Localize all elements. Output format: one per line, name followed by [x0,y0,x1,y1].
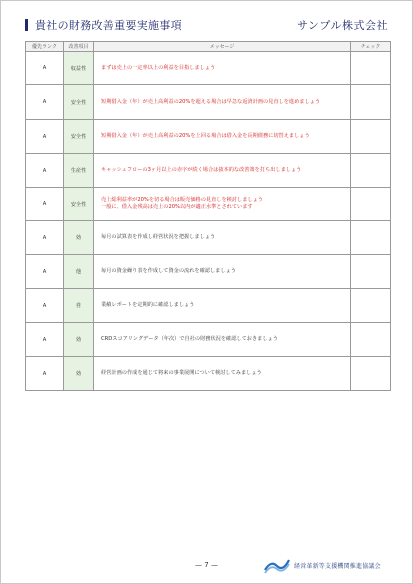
check-cell[interactable] [351,221,391,255]
priority-rank-cell: A [26,323,64,357]
table-row [26,323,391,357]
column-header-area: 改善項目 [64,42,94,52]
check-cell[interactable] [351,357,391,391]
page-title: 貴社の財務改善重要実施事項 [35,19,182,32]
check-cell[interactable] [351,85,391,120]
organization-name: 経営革新等支援機関推進協議会 [294,562,381,570]
priority-rank-cell: A [26,289,64,323]
page-header [25,15,388,35]
improvement-area-cell: 営 [64,289,94,323]
table-row [26,357,391,391]
priority-rank-cell: A [26,154,64,188]
priority-rank-cell: A [26,52,64,85]
column-header-rank: 優先ランク [26,42,64,52]
improvement-area-cell: 効 [64,221,94,255]
improvement-area-cell: 他 [64,255,94,289]
company-name: サンプル株式会社 [296,19,388,32]
wave-logo-icon [264,556,290,574]
improvement-area-cell: 効 [64,323,94,357]
priority-rank-cell: A [26,357,64,391]
improvement-area-cell: 安全性 [64,85,94,120]
improvement-area-cell: 安全性 [64,188,94,221]
message-cell: 経営計画の作成を通じて将来の事業展開について検討してみましょう [94,357,351,391]
table-row [26,52,391,85]
table-header-row [26,42,391,52]
check-cell[interactable] [351,323,391,357]
priority-rank-cell: A [26,85,64,120]
table-row [26,289,391,323]
improvement-area-cell: 安全性 [64,120,94,154]
improvement-table [25,41,391,391]
message-cell: 毎月の試算表を作成し経営状況を把握しましょう [94,221,351,255]
message-cell: 毎月の資金繰り表を作成して資金の流れを確認しましょう [94,255,351,289]
priority-rank-cell: A [26,188,64,221]
check-cell[interactable] [351,154,391,188]
message-cell: まずは売上の一定率以上の利益を目指しましょう [94,52,351,85]
table-row [26,120,391,154]
check-cell[interactable] [351,120,391,154]
title-group [25,17,182,33]
table-row [26,85,391,120]
table-row [26,154,391,188]
message-cell: 業績レポートを定期的に確認しましょう [94,289,351,323]
improvement-area-cell: 効 [64,357,94,391]
improvement-area-cell: 収益性 [64,52,94,85]
title-accent-bar [25,19,28,31]
message-cell: キャッシュフローの3ヶ月以上の赤字が続く場合は抜本的な改善策を打ち出しましょう [94,154,351,188]
table-row [26,255,391,289]
message-cell: CRDスコアリングデータ（年次）で自社の財務状況を確認しておきましょう [94,323,351,357]
column-header-check: チェック [351,42,391,52]
message-cell: 短期借入金（年）が売上高利益の20%を上回る場合は借入金を長期債務に切替えましょう [94,120,351,154]
column-header-message: メッセージ [94,42,351,52]
check-cell[interactable] [351,255,391,289]
table-body [26,52,391,391]
table-row [26,188,391,221]
message-cell: 売上総利益率が20%を切る場合は販売価格の見直しを検討しましょう 一般に、借入金残高は売上の20%以内が適正水準とされています [94,188,351,221]
table-row [26,221,391,255]
priority-rank-cell: A [26,221,64,255]
check-cell[interactable] [351,289,391,323]
check-cell[interactable] [351,188,391,221]
improvement-area-cell: 生産性 [64,154,94,188]
page-number: — 7 — [195,561,218,569]
message-cell: 短期借入金（年）が売上高利益の20%を超える場合は早急な返済計画の見直しを進めましょう [94,85,351,120]
check-cell[interactable] [351,52,391,85]
organization-logo [264,556,381,574]
priority-rank-cell: A [26,255,64,289]
priority-rank-cell: A [26,120,64,154]
